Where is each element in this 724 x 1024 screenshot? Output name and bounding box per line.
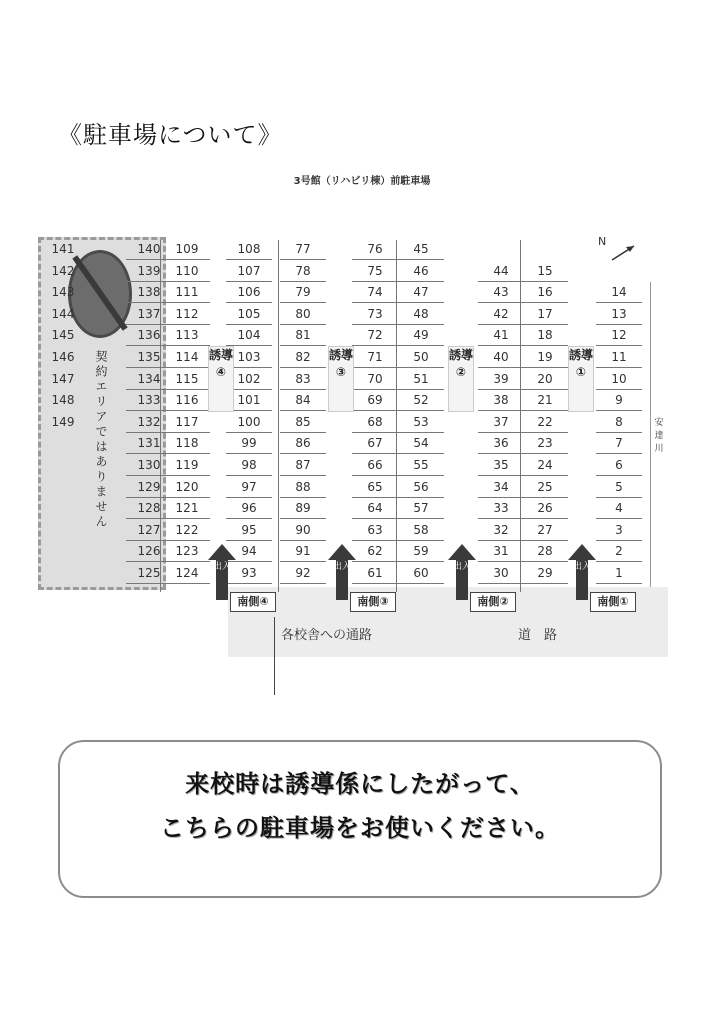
space-divider (478, 561, 524, 562)
space-divider (478, 583, 524, 584)
parking-space: 78 (295, 263, 311, 278)
parking-space: 24 (537, 458, 553, 472)
parking-space: 46 (413, 263, 429, 278)
space-divider (352, 410, 398, 411)
parking-space: 54 (413, 436, 429, 451)
space-divider (522, 518, 568, 519)
parking-space: 31 (493, 544, 509, 559)
space-divider (280, 410, 326, 411)
parking-space: 84 (295, 393, 311, 408)
parking-space: 39 (493, 371, 509, 386)
space-divider (352, 583, 398, 584)
space-divider (478, 324, 524, 325)
parking-space: 28 (537, 544, 553, 559)
passage-label: 各校舎への通路 (281, 628, 373, 643)
parking-map (38, 232, 668, 662)
parking-space: 71 (367, 350, 383, 364)
parking-space: 13 (611, 306, 627, 321)
notice-line-2: こちらの駐車場をお使いください。 (160, 814, 560, 842)
parking-space: 148 (51, 393, 75, 408)
space-divider (280, 475, 326, 476)
space-divider (226, 453, 272, 454)
parking-space: 15 (537, 263, 553, 278)
parking-space: 141 (51, 242, 75, 256)
space-divider (398, 432, 444, 433)
parking-space: 21 (537, 393, 553, 408)
space-divider (478, 389, 524, 390)
parking-space: 14 (611, 285, 627, 300)
parking-space: 67 (367, 436, 383, 451)
space-divider (596, 518, 642, 519)
space-divider (164, 583, 210, 584)
space-divider (226, 302, 272, 303)
space-divider (280, 432, 326, 433)
parking-space: 17 (537, 306, 553, 321)
space-divider (164, 561, 210, 562)
space-divider (478, 432, 524, 433)
parking-space: 60 (413, 566, 429, 580)
parking-space: 100 (237, 414, 261, 429)
guide-station-2: 誘導② (448, 346, 474, 412)
parking-space: 113 (175, 328, 199, 343)
space-divider (398, 302, 444, 303)
space-divider (398, 259, 444, 260)
space-divider (478, 518, 524, 519)
parking-space: 23 (537, 436, 553, 451)
parking-space: 139 (137, 263, 161, 278)
parking-space: 138 (137, 285, 161, 300)
space-divider (280, 453, 326, 454)
space-divider (478, 540, 524, 541)
parking-space: 49 (413, 328, 429, 343)
parking-space: 89 (295, 501, 311, 516)
parking-space: 110 (175, 263, 199, 278)
parking-space: 40 (493, 350, 509, 364)
space-divider (398, 281, 444, 282)
space-divider (398, 410, 444, 411)
parking-space: 90 (295, 522, 311, 537)
parking-space: 20 (537, 371, 553, 386)
space-divider (352, 259, 398, 260)
parking-space: 134 (137, 371, 161, 386)
parking-space: 73 (367, 306, 383, 321)
space-divider (478, 475, 524, 476)
parking-space: 129 (137, 479, 161, 494)
parking-space: 51 (413, 371, 429, 386)
space-divider (352, 475, 398, 476)
parking-space: 4 (615, 501, 623, 516)
parking-space: 41 (493, 328, 509, 343)
space-divider (164, 432, 210, 433)
space-divider (398, 324, 444, 325)
guide-station-4: 誘導④ (208, 346, 234, 412)
parking-space: 83 (295, 371, 311, 386)
parking-space: 5 (615, 479, 623, 494)
space-divider (596, 367, 642, 368)
space-divider (352, 389, 398, 390)
space-divider (596, 324, 642, 325)
space-divider (226, 259, 272, 260)
space-divider (522, 453, 568, 454)
space-divider (398, 583, 444, 584)
space-divider (478, 410, 524, 411)
space-divider (478, 453, 524, 454)
parking-space: 10 (611, 371, 627, 386)
parking-space: 124 (175, 566, 199, 580)
parking-space: 127 (137, 522, 161, 537)
space-divider (596, 410, 642, 411)
no-contract-zone-label: 契約エリアではありません (94, 350, 108, 530)
notice-line-1: 来校時は誘導係にしたがって、 (185, 770, 535, 798)
parking-space: 122 (175, 522, 199, 537)
space-divider (164, 345, 210, 346)
space-divider (522, 432, 568, 433)
north-arrow-icon (608, 242, 638, 264)
parking-space: 103 (237, 350, 261, 364)
space-divider (280, 302, 326, 303)
parking-space: 55 (413, 458, 429, 472)
space-divider (352, 302, 398, 303)
parking-space: 80 (295, 306, 311, 321)
parking-space: 120 (175, 479, 199, 494)
river-line (650, 282, 651, 587)
parking-space: 63 (367, 522, 383, 537)
parking-space: 99 (241, 436, 257, 451)
parking-space: 45 (413, 242, 429, 256)
parking-space: 107 (237, 263, 261, 278)
space-divider (478, 497, 524, 498)
space-divider (352, 345, 398, 346)
space-divider (522, 367, 568, 368)
south-gate-label: 南側② (470, 592, 516, 612)
space-divider (352, 367, 398, 368)
parking-space: 109 (175, 242, 199, 256)
space-divider (226, 432, 272, 433)
parking-space: 74 (367, 285, 383, 300)
space-divider (398, 540, 444, 541)
parking-space: 29 (537, 566, 553, 580)
parking-space: 111 (175, 285, 199, 300)
parking-space: 77 (295, 242, 311, 256)
parking-space: 149 (51, 414, 75, 429)
parking-space: 18 (537, 328, 553, 343)
parking-space: 75 (367, 263, 383, 278)
space-divider (522, 410, 568, 411)
parking-space: 145 (51, 328, 75, 343)
space-divider (164, 367, 210, 368)
parking-space: 121 (175, 501, 199, 516)
parking-space: 116 (175, 393, 199, 408)
parking-space: 97 (241, 479, 257, 494)
space-divider (522, 389, 568, 390)
parking-space: 128 (137, 501, 161, 516)
parking-space: 140 (137, 242, 161, 256)
parking-space: 106 (237, 285, 261, 300)
space-divider (226, 518, 272, 519)
space-divider (596, 453, 642, 454)
space-divider (522, 583, 568, 584)
parking-space: 98 (241, 458, 257, 472)
space-divider (596, 497, 642, 498)
parking-space: 26 (537, 501, 553, 516)
parking-space: 76 (367, 242, 383, 256)
space-divider (522, 281, 568, 282)
space-divider (398, 367, 444, 368)
space-divider (280, 561, 326, 562)
parking-space: 91 (295, 544, 311, 559)
space-divider (164, 259, 210, 260)
parking-space: 61 (367, 566, 383, 580)
space-divider (352, 324, 398, 325)
parking-space: 48 (413, 306, 429, 321)
parking-space: 56 (413, 479, 429, 494)
space-divider (226, 475, 272, 476)
parking-space: 50 (413, 350, 429, 364)
row-divider (396, 240, 397, 592)
space-divider (352, 518, 398, 519)
parking-space: 58 (413, 522, 429, 537)
parking-space: 81 (295, 328, 311, 343)
parking-space: 27 (537, 522, 553, 537)
space-divider (522, 497, 568, 498)
space-divider (226, 281, 272, 282)
parking-space: 30 (493, 566, 509, 580)
parking-space: 86 (295, 436, 311, 451)
parking-space: 69 (367, 393, 383, 408)
passage-line (274, 617, 275, 695)
space-divider (398, 345, 444, 346)
space-divider (596, 302, 642, 303)
parking-space: 101 (237, 393, 261, 408)
space-divider (164, 518, 210, 519)
space-divider (352, 540, 398, 541)
guide-station-3: 誘導③ (328, 346, 354, 412)
space-divider (164, 389, 210, 390)
space-divider (280, 259, 326, 260)
space-divider (398, 518, 444, 519)
north-label: N (598, 235, 607, 248)
parking-space: 34 (493, 479, 509, 494)
parking-space: 115 (175, 371, 199, 386)
space-divider (596, 475, 642, 476)
space-divider (226, 497, 272, 498)
space-divider (478, 345, 524, 346)
entrance-label: 出入 (212, 562, 231, 572)
parking-space: 2 (615, 544, 623, 559)
entrance-label: 出入 (332, 562, 351, 572)
space-divider (352, 561, 398, 562)
parking-space: 19 (537, 350, 553, 364)
parking-space: 9 (615, 393, 623, 408)
notice-box (58, 740, 662, 898)
south-gate-label: 南側③ (350, 592, 396, 612)
parking-space: 94 (241, 544, 257, 559)
space-divider (164, 453, 210, 454)
parking-space: 95 (241, 522, 257, 537)
parking-space: 147 (51, 371, 75, 386)
space-divider (398, 453, 444, 454)
space-divider (398, 475, 444, 476)
space-divider (280, 345, 326, 346)
space-divider (164, 475, 210, 476)
parking-space: 123 (175, 544, 199, 559)
parking-space: 143 (51, 285, 75, 300)
parking-space: 88 (295, 479, 311, 494)
parking-space: 96 (241, 501, 257, 516)
space-divider (226, 324, 272, 325)
parking-space: 6 (615, 458, 623, 472)
parking-space: 68 (367, 414, 383, 429)
river-label: 安 達 川 (654, 418, 664, 454)
space-divider (398, 561, 444, 562)
space-divider (596, 345, 642, 346)
space-divider (280, 583, 326, 584)
parking-space: 42 (493, 306, 509, 321)
parking-space: 119 (175, 458, 199, 472)
space-divider (522, 324, 568, 325)
space-divider (352, 432, 398, 433)
space-divider (596, 540, 642, 541)
parking-space: 79 (295, 285, 311, 300)
parking-space: 105 (237, 306, 261, 321)
parking-space: 12 (611, 328, 627, 343)
parking-space: 135 (137, 350, 161, 364)
parking-space: 112 (175, 306, 199, 321)
space-divider (280, 540, 326, 541)
parking-space: 3 (615, 522, 623, 537)
space-divider (280, 367, 326, 368)
parking-space: 142 (51, 263, 75, 278)
parking-space: 52 (413, 393, 429, 408)
parking-space: 126 (137, 544, 161, 559)
parking-space: 32 (493, 522, 509, 537)
south-gate-label: 南側④ (230, 592, 276, 612)
space-divider (522, 561, 568, 562)
parking-space: 65 (367, 479, 383, 494)
parking-space: 25 (537, 479, 553, 494)
parking-space: 53 (413, 414, 429, 429)
row-divider (278, 240, 279, 592)
space-divider (164, 281, 210, 282)
parking-space: 43 (493, 285, 509, 300)
parking-space: 114 (175, 350, 199, 364)
guide-station-1: 誘導① (568, 346, 594, 412)
parking-space: 1 (615, 566, 623, 580)
parking-space: 57 (413, 501, 429, 516)
parking-space: 36 (493, 436, 509, 451)
parking-space: 66 (367, 458, 383, 472)
space-divider (478, 281, 524, 282)
parking-space: 64 (367, 501, 383, 516)
parking-space: 108 (237, 242, 261, 256)
parking-space: 38 (493, 393, 509, 408)
space-divider (398, 497, 444, 498)
space-divider (352, 281, 398, 282)
space-divider (352, 453, 398, 454)
parking-space: 11 (611, 350, 627, 364)
parking-space: 104 (237, 328, 261, 343)
space-divider (596, 389, 642, 390)
entrance-label: 出入 (452, 562, 471, 572)
parking-space: 62 (367, 544, 383, 559)
parking-space: 33 (493, 501, 509, 516)
space-divider (164, 302, 210, 303)
space-divider (164, 324, 210, 325)
space-divider (596, 583, 642, 584)
parking-space: 125 (137, 566, 161, 580)
parking-space: 70 (367, 371, 383, 386)
space-divider (164, 410, 210, 411)
parking-space: 47 (413, 285, 429, 300)
parking-space: 93 (241, 566, 257, 580)
parking-space: 7 (615, 436, 623, 451)
parking-space: 132 (137, 414, 161, 429)
map-title: 3号館（リハビリ棟）前駐車場 (293, 176, 431, 187)
parking-space: 72 (367, 328, 383, 343)
parking-space: 118 (175, 436, 199, 451)
space-divider (522, 302, 568, 303)
space-divider (164, 497, 210, 498)
space-divider (398, 389, 444, 390)
space-divider (280, 389, 326, 390)
parking-space: 8 (615, 414, 623, 429)
row-divider (520, 240, 521, 592)
page-heading: 《駐車場について》 (58, 121, 283, 149)
parking-space: 92 (295, 566, 311, 580)
parking-space: 102 (237, 371, 261, 386)
parking-space: 133 (137, 393, 161, 408)
parking-space: 136 (137, 328, 161, 343)
parking-space: 144 (51, 306, 75, 321)
space-divider (164, 540, 210, 541)
parking-space: 85 (295, 414, 311, 429)
row-divider (160, 240, 161, 592)
parking-space: 131 (137, 436, 161, 451)
space-divider (352, 497, 398, 498)
parking-space: 16 (537, 285, 553, 300)
space-divider (226, 540, 272, 541)
space-divider (280, 518, 326, 519)
space-divider (280, 281, 326, 282)
entrance-label: 出入 (572, 562, 591, 572)
parking-space: 137 (137, 306, 161, 321)
parking-space: 22 (537, 414, 553, 429)
space-divider (596, 432, 642, 433)
parking-space: 59 (413, 544, 429, 559)
parking-space: 82 (295, 350, 311, 364)
parking-space: 130 (137, 458, 161, 472)
space-divider (522, 475, 568, 476)
parking-space: 35 (493, 458, 509, 472)
space-divider (596, 561, 642, 562)
space-divider (280, 497, 326, 498)
parking-space: 44 (493, 263, 509, 278)
space-divider (478, 367, 524, 368)
parking-space: 37 (493, 414, 509, 429)
road-label: 道 路 (518, 628, 558, 643)
south-gate-label: 南側① (590, 592, 636, 612)
parking-space: 146 (51, 350, 75, 364)
space-divider (522, 345, 568, 346)
parking-space: 117 (175, 414, 199, 429)
parking-space: 87 (295, 458, 311, 472)
space-divider (478, 302, 524, 303)
space-divider (280, 324, 326, 325)
space-divider (522, 540, 568, 541)
